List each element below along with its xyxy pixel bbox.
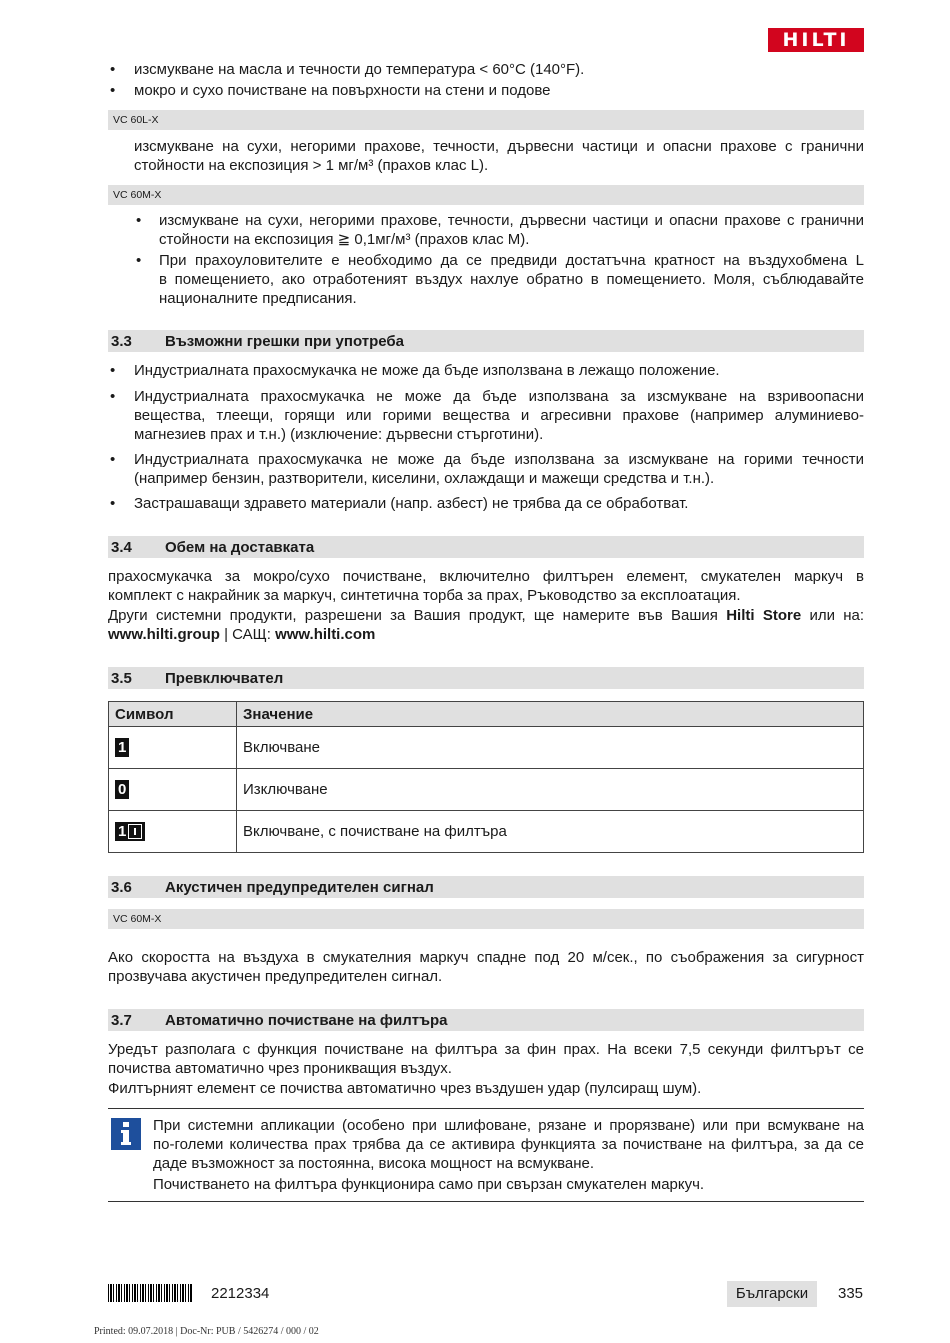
model-tag-vc60mx: VC 60M-X xyxy=(108,185,864,205)
switch-on-digit: 1 xyxy=(118,823,127,841)
note-line-3: даде възможност за постоянна, висока мощност на всмукване. xyxy=(153,1155,595,1172)
bullet-dot: • xyxy=(110,451,116,468)
section-header-3-4 xyxy=(108,536,864,558)
store-name: Hilti Store xyxy=(726,607,802,624)
vc60lx-line-1: изсмукване на сухи, негорими прахове, течности, дървесни частици и опасни прахове с гранични xyxy=(134,138,864,155)
section-number: 3.6 xyxy=(111,879,132,896)
bullet-dot: • xyxy=(136,252,142,269)
s33-b2-line-1: Индустриалната прахосмукачка не може да бъде използвана за изсмукване на взривоопасни xyxy=(134,388,864,405)
section-header-3-5 xyxy=(108,667,864,689)
symbol-cell xyxy=(109,811,237,853)
link-hilti-com[interactable]: www.hilti.com xyxy=(275,626,376,643)
s33-b2-line-2: вещества, тлеещи, горящи или горими вещества и агресивни прахове (например алуминиево- xyxy=(134,407,864,424)
note-line-4: Почистването на филтъра функционира само при свързан смукателен маркуч. xyxy=(153,1176,705,1193)
bullet-dot: • xyxy=(110,61,116,78)
language-label: Български xyxy=(727,1281,817,1307)
s34-line-1: прахосмукачка за мокро/сухо почистване, включително филтърен елемент, смукателен маркуч в xyxy=(108,568,864,585)
s34-line-2: комплект с накрайник за маркуч, синтетична торба за прах, Ръководство за експлоатация. xyxy=(108,587,741,604)
table-row xyxy=(109,727,864,769)
table-row xyxy=(109,811,864,853)
note-top-rule xyxy=(108,1108,864,1109)
model-tag-vc60mx-2: VC 60M-X xyxy=(108,909,864,929)
s33-b3-line-1: Индустриалната прахосмукачка не може да бъде използвана за изсмукване на горими течности xyxy=(134,451,864,468)
intro-bullet-2: мокро и сухо почистване на повърхности на стени и подове xyxy=(134,82,551,99)
section-title: Акустичен предупредителен сигнал xyxy=(165,879,434,896)
info-icon xyxy=(111,1118,141,1150)
doc-number: 2212334 xyxy=(211,1285,270,1302)
s33-b4-line-1: Застрашаващи здравето материали (напр. азбест) не трябва да се обработват. xyxy=(134,495,689,512)
section-header-3-7 xyxy=(108,1009,864,1031)
s33-b2-line-3: магнезиев прах и т.н.) (изключение: дървесни стърготини). xyxy=(134,426,544,443)
meaning-cell: Изключване xyxy=(237,769,864,811)
note-line-2: по-големи количества прах трябва да се активира функцията за почистване на филтъра, за да се xyxy=(153,1136,864,1153)
s34-store-line xyxy=(108,606,864,625)
filter-clean-icon xyxy=(128,824,142,839)
s36-line-2: прозвучава акустичен предупредителен сигнал. xyxy=(108,968,443,985)
logo-text: HILTI xyxy=(782,28,850,51)
s33-b3-line-2: (например бензин, разтворители, киселини, охлаждащи и мажещи средства и т.н.). xyxy=(134,470,715,487)
s34-url-line xyxy=(108,625,375,644)
bullet-dot: • xyxy=(110,495,116,512)
section-number: 3.4 xyxy=(111,539,132,556)
section-header-3-3 xyxy=(108,330,864,352)
section-title: Автоматично почистване на филтъра xyxy=(165,1012,448,1029)
link-hilti-group[interactable]: www.hilti.group xyxy=(108,626,220,643)
vc60mx-b2-line-1: При прахоуловителите е необходимо да се предвиди достатъчна кратност на въздухобмена L xyxy=(159,252,864,269)
s37-line-3: Филтърният елемент се почиства автоматично чрез въздушен удар (пулсиращ шум). xyxy=(108,1080,702,1097)
s36-line-1: Ако скоростта на въздуха в смукателния маркуч спадне под 20 м/сек., по съображения за сигурност xyxy=(108,949,864,966)
s33-b1-line-1: Индустриалната прахосмукачка не може да бъде използвана в лежащо положение. xyxy=(134,362,720,379)
hilti-logo xyxy=(768,28,864,52)
page-number: 335 xyxy=(838,1285,864,1302)
bullet-dot: • xyxy=(110,388,116,405)
section-number: 3.7 xyxy=(111,1012,132,1029)
symbol-cell xyxy=(109,769,237,811)
info-glyph xyxy=(119,1121,133,1147)
vc60mx-b1-line-1: изсмукване на сухи, негорими прахове, течности, дървесни частици и опасни прахове с гранични xyxy=(159,212,864,229)
url-separator: | САЩ: xyxy=(219,626,276,643)
vc60mx-b1-line-2: стойности на експозиция ≧ 0,1мг/м³ (прахов клас M). xyxy=(159,231,530,248)
table-header-row xyxy=(109,702,864,727)
section-number: 3.3 xyxy=(111,333,132,350)
switch-table xyxy=(108,701,864,853)
meaning-cell: Включване xyxy=(237,727,864,769)
printed-info: Printed: 09.07.2018 | Doc-Nr: PUB / 5426274 / 000 / 02 xyxy=(94,1326,319,1337)
s37-line-2: почиства автоматично чрез проникващия въздух. xyxy=(108,1060,452,1077)
intro-bullet-1: изсмукване на масла и течности до температура < 60°C (140°F). xyxy=(134,61,585,78)
section-title: Превключвател xyxy=(165,670,284,687)
note-bottom-rule xyxy=(108,1201,864,1202)
s37-line-1: Уредът разполага с функция почистване на филтъра за фин прах. На всеки 7,5 секунди филтърът се xyxy=(108,1041,864,1058)
switch-on-filter-clean-symbol xyxy=(115,822,145,841)
vc60mx-b2-line-2: в помещението, ако отработеният въздух нахлуе обратно в помещението. Моля, съблюдавайте xyxy=(159,271,864,288)
vc60mx-b2-line-3: националните предписания. xyxy=(159,290,357,307)
bullet-dot: • xyxy=(136,212,142,229)
col-symbol: Символ xyxy=(109,702,237,727)
section-title: Обем на доставката xyxy=(165,539,315,556)
vc60lx-line-2: стойности на експозиция > 1 мг/м³ (прахов клас L). xyxy=(134,157,489,174)
col-meaning: Значение xyxy=(237,702,864,727)
table-row xyxy=(109,769,864,811)
bullet-dot: • xyxy=(110,362,116,379)
store-text: Други системни продукти, разрешени за Вашия продукт, ще намерите във Вашия xyxy=(108,607,718,624)
section-number: 3.5 xyxy=(111,670,132,687)
symbol-cell xyxy=(109,727,237,769)
switch-off-symbol: 0 xyxy=(115,780,129,799)
switch-on-symbol: 1 xyxy=(115,738,129,757)
section-title: Възможни грешки при употреба xyxy=(165,333,405,350)
bullet-dot: • xyxy=(110,82,116,99)
meaning-cell: Включване, с почистване на филтъра xyxy=(237,811,864,853)
note-line-1: При системни апликации (особено при шлифоване, рязане и прорязване) или при всмукване на xyxy=(153,1117,864,1134)
store-suffix: или на: xyxy=(809,607,865,624)
model-tag-vc60lx: VC 60L-X xyxy=(108,110,864,130)
barcode-image xyxy=(108,1284,192,1302)
section-header-3-6 xyxy=(108,876,864,898)
